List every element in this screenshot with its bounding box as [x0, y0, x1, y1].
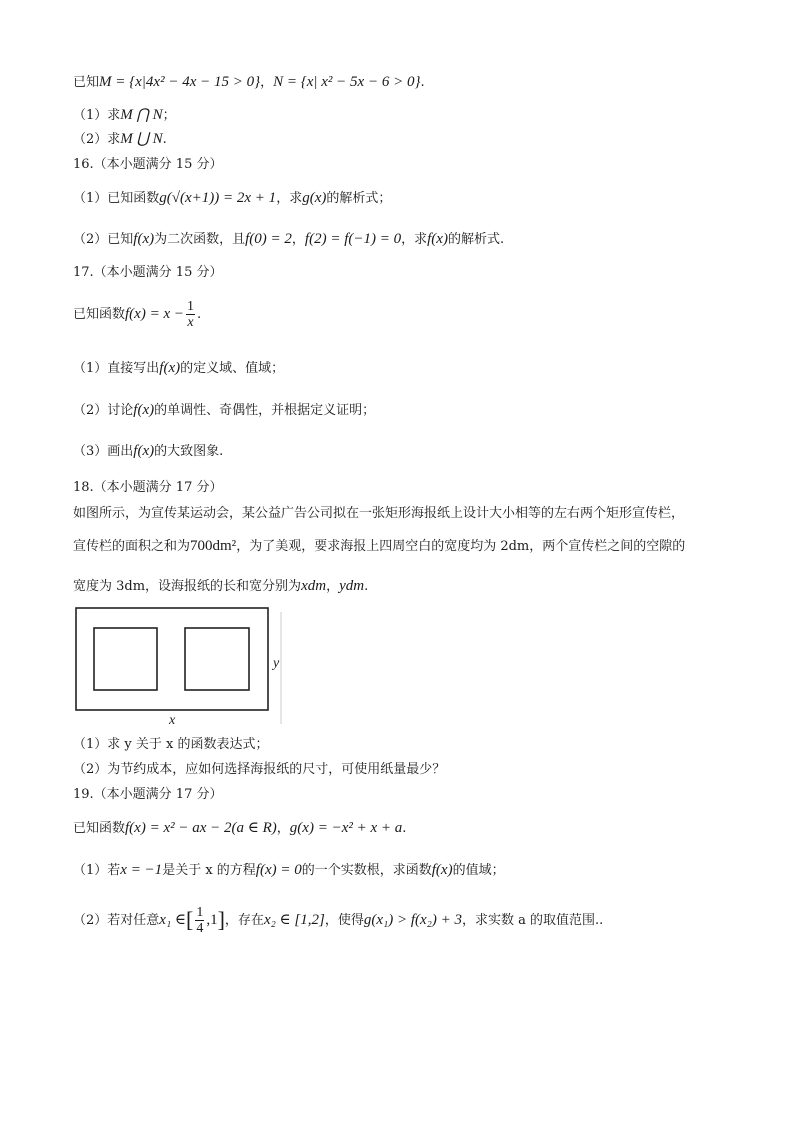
q16-part2-fn: f(x): [133, 231, 155, 247]
q15-part2-label: （2）求: [73, 132, 121, 147]
q17-part1: [73, 359, 284, 378]
q16-part1-text-b: ，求: [276, 191, 303, 206]
set-M-definition: M = {x|4x² − 4x − 15 > 0}: [99, 74, 261, 90]
q17-part2-label: （2）讨论: [73, 403, 134, 418]
q19-sep: ，: [276, 821, 290, 836]
q18-text-line2: [73, 537, 685, 556]
q17-frac-den: x: [187, 315, 194, 330]
q19-intro: [73, 819, 406, 838]
q15-end: .: [420, 75, 425, 90]
q19-x1: x₁ ∈: [159, 912, 187, 928]
q17-part3-text: 的大致图象.: [154, 444, 224, 459]
q19-frac-den: 4: [196, 921, 204, 936]
q17-part2-fn: f(x): [133, 402, 155, 418]
q17-fraction: [186, 299, 195, 330]
q17-part2-text: 的单调性、奇偶性，并根据定义证明；: [154, 403, 376, 418]
q16-part2-text-d: 的解析式.: [447, 232, 505, 247]
q16-part2-cond2: f(2) = f(−1) = 0: [304, 231, 402, 247]
q15-part2-expr: M ⋃ N: [120, 131, 163, 147]
q19-part2: [73, 902, 603, 939]
q19-part2-b: ，存在: [224, 913, 264, 928]
q18-line3-sep: ，: [326, 579, 340, 594]
q18-line2-a: 宣传栏的面积之和为: [73, 539, 191, 554]
q15-part1-label: （1）求: [73, 108, 121, 123]
q19-part1-d: 的值域；: [452, 863, 505, 878]
q19-equation: f(x) = 0: [255, 862, 302, 878]
poster-outline: [76, 608, 268, 710]
q19-part1: [73, 861, 505, 880]
q18-header: 18.（本小题满分 17 分）: [73, 480, 223, 495]
q19-header: 19.（本小题满分 17 分）: [73, 787, 223, 802]
q17-intro-end: .: [196, 307, 202, 322]
q19-part1-c: 的一个实数根，求函数: [301, 863, 432, 878]
q17-intro-label: 已知函数: [73, 307, 126, 322]
q18-part1: （1）求 y 关于 x 的函数表达式；: [73, 737, 269, 752]
q17-part1-text: 的定义域、值域；: [180, 361, 285, 376]
q18-text-line3: [73, 577, 368, 596]
q17-part1-fn: f(x): [159, 360, 181, 376]
q19-root: x = −1: [120, 862, 163, 878]
q16-part2: （2）已知f(x)为二次函数，且f(0) = 2，f(2) = f(−1) = 0，求f(x)的解析式.: [73, 231, 505, 247]
q19-part2-d: ，求实数 a 的取值范围..: [462, 913, 604, 928]
dim-label-x: x: [169, 713, 176, 728]
q19-part2-c: ，使得: [324, 913, 364, 928]
q18-line3-a: 宽度为 3dm，设海报纸的长和宽分别为: [73, 579, 302, 594]
poster-diagram: [73, 604, 293, 730]
left-bracket: [: [186, 907, 194, 932]
q19-fraction: [195, 905, 204, 936]
q17-part3-fn: f(x): [133, 443, 155, 459]
q16-part1-fn: g(x): [302, 190, 327, 206]
q16-part2-text-c: ，求: [401, 232, 428, 247]
q19-part1-fn: f(x): [431, 862, 453, 878]
q16-part1-expr: g(√(x+1)) = 2x + 1: [159, 190, 277, 206]
q19-part2-label: （2）若对任意: [73, 913, 160, 928]
q16-part2-fn2: f(x): [427, 231, 448, 247]
dim-label-y: y: [273, 656, 280, 671]
q15-part1-end: ；: [162, 108, 176, 123]
q15-part1-expr: M ⋂ N: [120, 107, 163, 123]
q19-end: .: [402, 821, 407, 836]
q15-part2: [73, 130, 167, 149]
right-panel: [185, 628, 249, 690]
q17-intro: [73, 298, 201, 331]
q16-part1-text-c: 的解析式；: [326, 191, 392, 206]
q19-frac-num: 1: [196, 905, 204, 920]
q18-line3-end: .: [364, 579, 369, 594]
q19-x2: x₂ ∈ [1,2]: [263, 912, 325, 928]
q15-intro-prefix: 已知: [73, 75, 100, 90]
q17-part1-label: （1）直接写出: [73, 361, 160, 376]
q19-g-definition: g(x) = −x² + x + a: [289, 820, 403, 836]
q16-part1-label: （1）已知函数: [73, 191, 160, 206]
left-panel: [94, 628, 157, 690]
q19-part1-b: 是关于 x 的方程: [162, 863, 256, 878]
q19-interval-end: ,1: [206, 912, 218, 928]
q18-line2-b: ，为了美观，要求海报上四周空白的宽度均为 2dm，两个宣传栏之间的空隙的: [236, 539, 686, 554]
q16-part2-text-b: 为二次函数，且: [154, 232, 246, 247]
q18-area-value: 700dm²: [190, 538, 237, 554]
q19-intro-label: 已知函数: [73, 821, 126, 836]
q17-part2: [73, 401, 375, 420]
q15-part2-end: .: [162, 132, 167, 147]
q17-part3-label: （3）画出: [73, 444, 134, 459]
q16-part2-label: （2）已知: [73, 232, 134, 247]
q15-separator: ，: [260, 75, 274, 90]
q17-part3: [73, 442, 223, 461]
q19-inequality: g(x₁) > f(x₂) + 3: [363, 912, 462, 928]
q19-part1-label: （1）若: [73, 863, 121, 878]
q15-intro: [73, 73, 425, 92]
q18-part2: （2）为节约成本，应如何选择海报纸的尺寸，可使用纸量最少？: [73, 762, 446, 777]
q17-frac-num: 1: [186, 299, 194, 314]
q19-f-definition: f(x) = x² − ax − 2(a ∈ R): [125, 820, 277, 836]
q16-header: 16.（本小题满分 15 分）: [73, 157, 223, 172]
q16-part1: [73, 189, 391, 208]
q15-part1: [73, 106, 176, 125]
q18-x-dim: xdm: [301, 578, 327, 594]
right-bracket: ]: [217, 907, 225, 932]
q18-y-dim: ydm: [339, 578, 365, 594]
set-N-definition: N = {x| x² − 5x − 6 > 0}: [273, 74, 421, 90]
q17-header: 17.（本小题满分 15 分）: [73, 265, 223, 280]
q18-text-line1: 如图所示，为宣传某运动会，某公益广告公司拟在一张矩形海报纸上设计大小相等的左右两个矩形宣传栏，: [73, 506, 685, 521]
q17-fn-lhs: f(x) = x −: [125, 306, 184, 322]
q16-part2-cond1: f(0) = 2: [245, 231, 292, 247]
